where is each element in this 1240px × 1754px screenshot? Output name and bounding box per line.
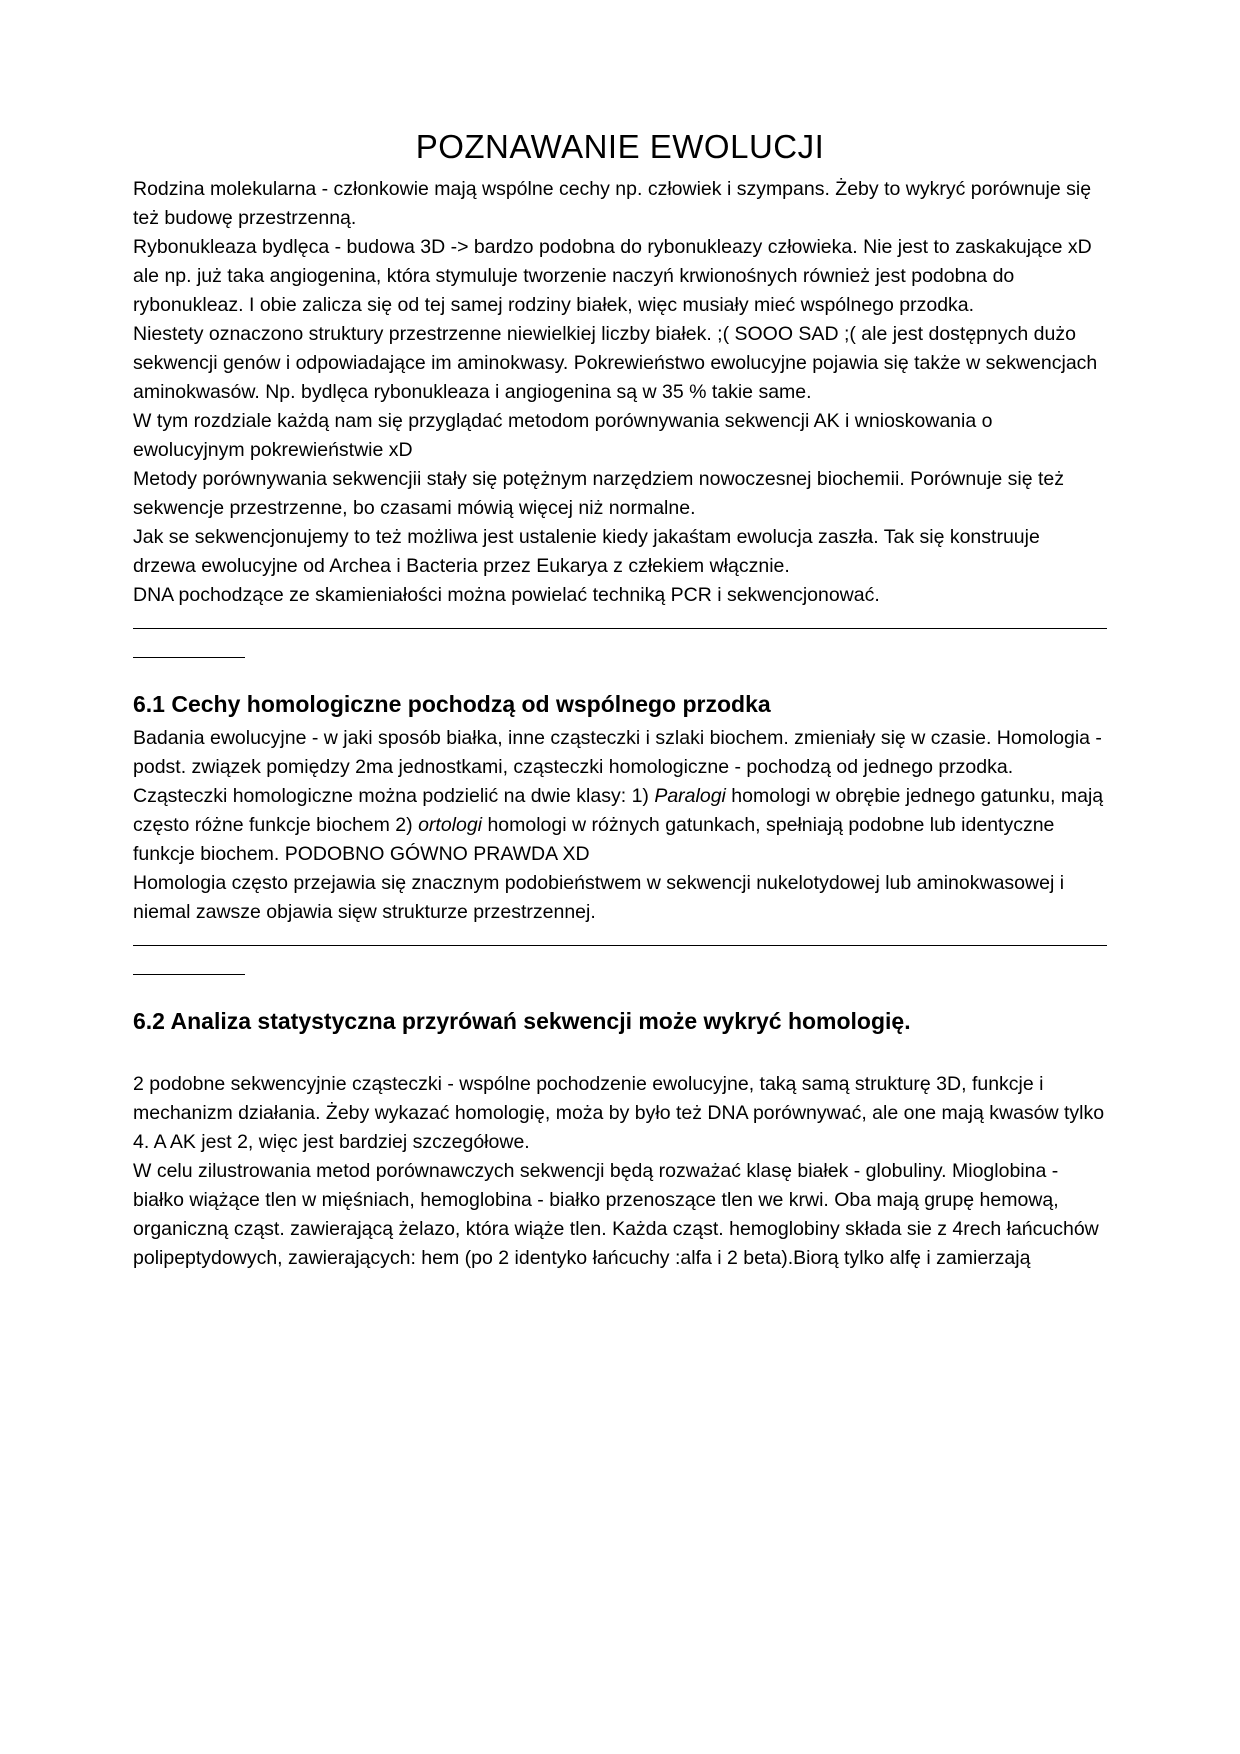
- paragraph: Metody porównywania sekwencjii stały się potężnym narzędziem nowoczesnej biochemii. Porównuje się też sekwencje przestrzenne, bo czasami mówią więcej niż normalne.: [133, 468, 1065, 519]
- text-run-italic: ortologi: [418, 814, 483, 836]
- section-divider: [133, 945, 1107, 975]
- text-run: homologi w różnych gatunkach, spełniają podobne lub identyczne funkcje biochem. PODOBNO GÓWNO PRAWDA XD: [133, 814, 1055, 865]
- paragraph: DNA pochodzące ze skamieniałości można powielać techniką PCR i sekwencjonować.: [133, 584, 880, 606]
- blank-line: [133, 1041, 1107, 1070]
- paragraph: Badania ewolucyjne - w jaki sposób białka, inne cząsteczki i szlaki biochem. zmieniały się w czasie. Homologia -podst. związek pomiędzy 2ma jednostkami, cząsteczki homologiczne - pochodzą od jednego przodka.: [133, 727, 1102, 778]
- horizontal-rule-long: [133, 945, 1107, 946]
- horizontal-rule-short: [133, 974, 245, 975]
- intro-section: [133, 175, 1107, 610]
- section-heading-6-2: 6.2 Analiza statystyczna przyrówań sekwencji może wykryć homologię.: [133, 1008, 911, 1034]
- paragraph: W celu zilustrowania metod porównawczych sekwencji będą rozważać klasę białek - globuliny. Mioglobina - białko wiążące tlen w mięśniach, hemoglobina - białko przenoszące tlen we krwi. Oba mają grupę hemową, organiczną cząst. zawierającą żelazo, która wiąże tlen. Każda cząst. hemoglobiny składa sie z 4rech łańcuchów polipeptydowych, zawierających: hem (po 2 identyko łańcuchy :alfa i 2 beta).Biorą tylko alfę i zamierzają: [133, 1160, 1099, 1269]
- section-heading-6-1: 6.1 Cechy homologiczne pochodzą od wspólnego przodka: [133, 691, 771, 717]
- page-title: POZNAWANIE EWOLUCJI: [415, 128, 825, 165]
- section-6-1: [133, 688, 1107, 927]
- paragraph: Rybonukleaza bydlęca - budowa 3D -> bardzo podobna do rybonukleazy człowieka. Nie jest to zaskakujące xD ale np. już taka angiogenina, która stymuluje tworzenie naczyń krwionośnych również jest podobna do rybonukleaz. I obie zalicza się od tej samej rodziny białek, więc musiały mieć wspólnego przodka.: [133, 236, 1092, 316]
- paragraph: Rodzina molekularna - członkowie mają wspólne cechy np. człowiek i szympans. Żeby to wykryć porównuje się też budowę przestrzenną.: [133, 178, 1092, 229]
- paragraph: Homologia często przejawia się znacznym podobieństwem w sekwencji nukelotydowej lub aminokwasowej i niemal zawsze objawia sięw strukturze przestrzennej.: [133, 872, 1065, 923]
- paragraph: Jak se sekwencjonujemy to też możliwa jest ustalenie kiedy jakaśtam ewolucja zaszła. Tak się konstruuje drzewa ewolucyjne od Archea i Bacteria przez Eukarya z człekiem włącznie.: [133, 526, 1040, 577]
- text-run: Cząsteczki homologiczne można podzielić na dwie klasy: 1): [133, 785, 655, 807]
- paragraph: Niestety oznaczono struktury przestrzenne niewielkiej liczby białek. ;( SOOO SAD ;( ale jest dostępnych dużo sekwencji genów i odpowiadające im aminokwasy. Pokrewieństwo ewolucyjne pojawia się także w sekwencjach aminokwasów. Np. bydlęca rybonukleaza i angiogenina są w 35 % takie same.: [133, 323, 1098, 403]
- paragraph: [133, 782, 1107, 869]
- paragraph: 2 podobne sekwencyjnie cząsteczki - wspólne pochodzenie ewolucyjne, taką samą strukturę 3D, funkcje i mechanizm działania. Żeby wykazać homologię, moża by było też DNA porównywać, ale one mają kwasów tylko 4. A AK jest 2, więc jest bardziej szczegółowe.: [133, 1073, 1105, 1153]
- paragraph: W tym rozdziale każdą nam się przyglądać metodom porównywania sekwencji AK i wnioskowania o ewolucyjnym pokrewieństwie xD: [133, 410, 993, 461]
- text-run-italic: Paralogi: [654, 785, 726, 807]
- section-6-2: [133, 1005, 1107, 1273]
- text-run: homologi w obrębie jednego gatunku, mają często różne funkcje biochem 2): [133, 785, 1104, 836]
- horizontal-rule-short: [133, 657, 245, 658]
- horizontal-rule-long: [133, 628, 1107, 629]
- section-divider: [133, 628, 1107, 658]
